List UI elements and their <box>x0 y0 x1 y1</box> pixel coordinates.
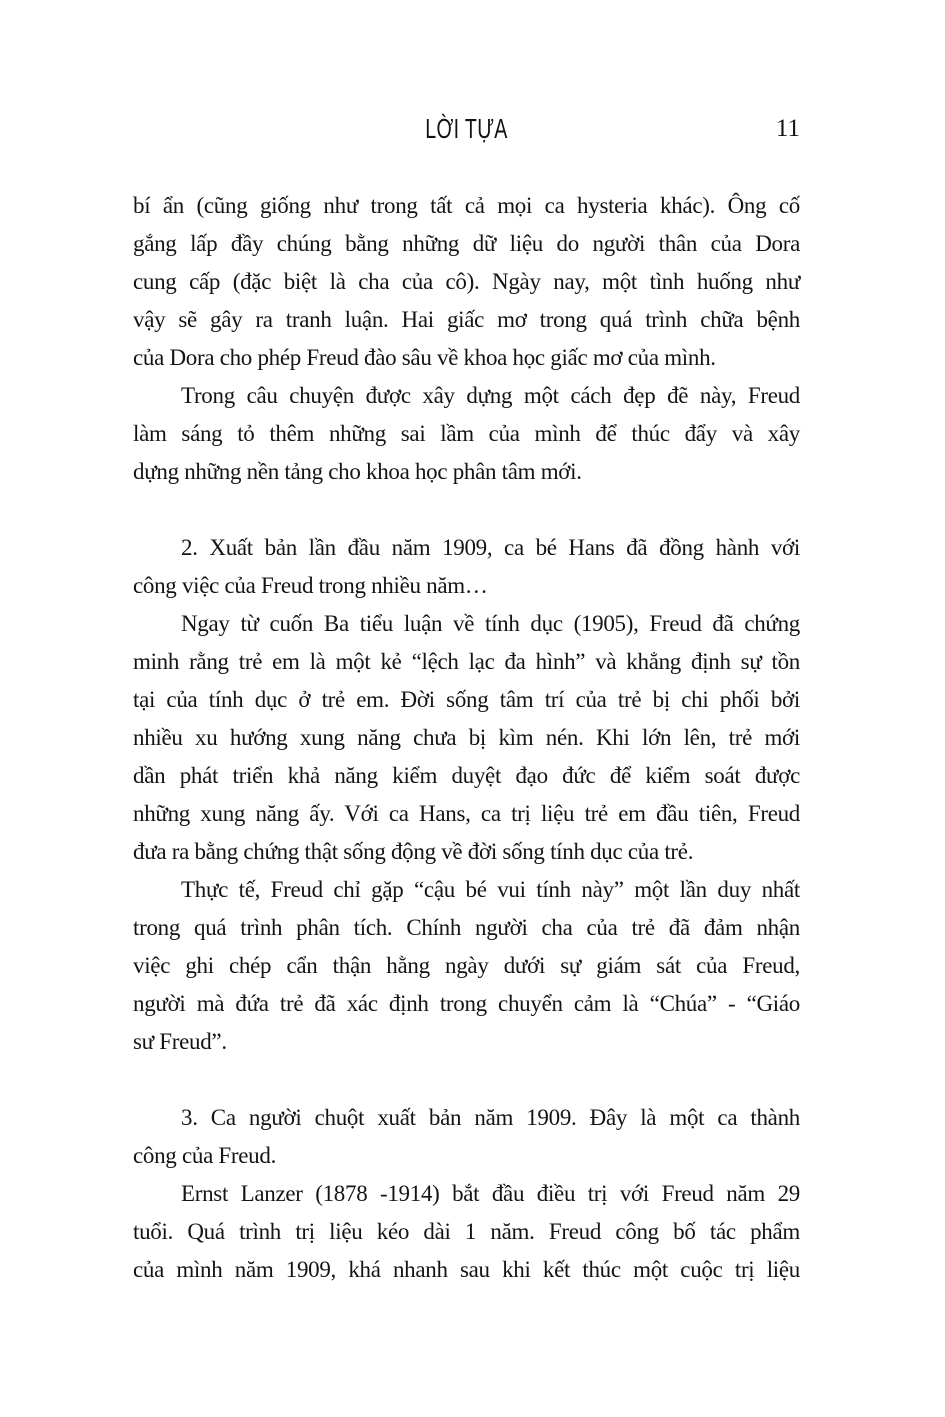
paragraph-gap <box>133 491 800 529</box>
text-line: Ngay từ cuốn Ba tiểu luận về tính dục (1905), Freud đã chứng <box>181 611 800 636</box>
text-line: việc ghi chép cẩn thận hằng ngày dưới sự giám sát của Freud, <box>133 953 800 978</box>
text-line: tại của tính dục ở trẻ em. Đời sống tâm trí của trẻ bị chi phối bởi <box>133 687 800 712</box>
text-line: dần phát triển khả năng kiểm duyệt đạo đức để kiểm soát được <box>133 763 800 788</box>
text-line: làm sáng tỏ thêm những sai lầm của mình để thúc đẩy và xây <box>133 421 800 446</box>
text-line: 2. Xuất bản lần đầu năm 1909, ca bé Hans đã đồng hành với <box>181 535 800 560</box>
text-line: sư Freud”. <box>133 1029 227 1054</box>
paragraph <box>133 377 800 491</box>
paragraph <box>133 871 800 1061</box>
page-number: 11 <box>775 115 800 142</box>
text-line: của Dora cho phép Freud đào sâu về khoa học giấc mơ của mình. <box>133 345 716 370</box>
text-line: gắng lấp đầy chúng bằng những dữ liệu do người thân của Dora <box>133 231 800 256</box>
chapter-title: LỜI TỰA <box>425 113 508 144</box>
text-line: 3. Ca người chuột xuất bản năm 1909. Đây là một ca thành <box>181 1105 800 1130</box>
text-line: nhiều xu hướng xung năng chưa bị kìm nén. Khi lớn lên, trẻ mới <box>133 725 800 750</box>
body-text <box>133 187 800 1289</box>
text-line: Thực tế, Freud chỉ gặp “cậu bé vui tính này” một lần duy nhất <box>181 877 800 902</box>
running-head <box>133 112 800 146</box>
text-line: người mà đứa trẻ đã xác định trong chuyển cảm là “Chúa” - “Giáo <box>133 991 800 1016</box>
text-line: vậy sẽ gây ra tranh luận. Hai giấc mơ trong quá trình chữa bệnh <box>133 307 800 332</box>
text-line: Trong câu chuyện được xây dựng một cách đẹp đẽ này, Freud <box>181 383 800 408</box>
text-line: cung cấp (đặc biệt là cha của cô). Ngày nay, một tình huống như <box>133 269 800 294</box>
paragraph <box>133 1099 800 1175</box>
paragraph <box>133 605 800 871</box>
paragraph-gap <box>133 1061 800 1099</box>
text-line: tuổi. Quá trình trị liệu kéo dài 1 năm. Freud công bố tác phẩm <box>133 1219 800 1244</box>
text-line: công của Freud. <box>133 1143 277 1168</box>
text-line: Ernst Lanzer (1878 -1914) bắt đầu điều trị với Freud năm 29 <box>181 1181 800 1206</box>
paragraph <box>133 1175 800 1289</box>
text-line: những xung năng ấy. Với ca Hans, ca trị liệu trẻ em đầu tiên, Freud <box>133 801 800 826</box>
text-line: trong quá trình phân tích. Chính người cha của trẻ đã đảm nhận <box>133 915 800 940</box>
text-line: bí ẩn (cũng giống như trong tất cả mọi ca hysteria khác). Ông cố <box>133 193 800 218</box>
text-line: minh rằng trẻ em là một kẻ “lệch lạc đa hình” và khẳng định sự tồn <box>133 649 800 674</box>
text-line: đưa ra bằng chứng thật sống động về đời sống tính dục của trẻ. <box>133 839 694 864</box>
paragraph <box>133 187 800 377</box>
text-line: công việc của Freud trong nhiều năm… <box>133 573 488 598</box>
text-line: dựng những nền tảng cho khoa học phân tâm mới. <box>133 459 582 484</box>
paragraph <box>133 529 800 605</box>
text-line: của mình năm 1909, khá nhanh sau khi kết thúc một cuộc trị liệu <box>133 1257 800 1282</box>
